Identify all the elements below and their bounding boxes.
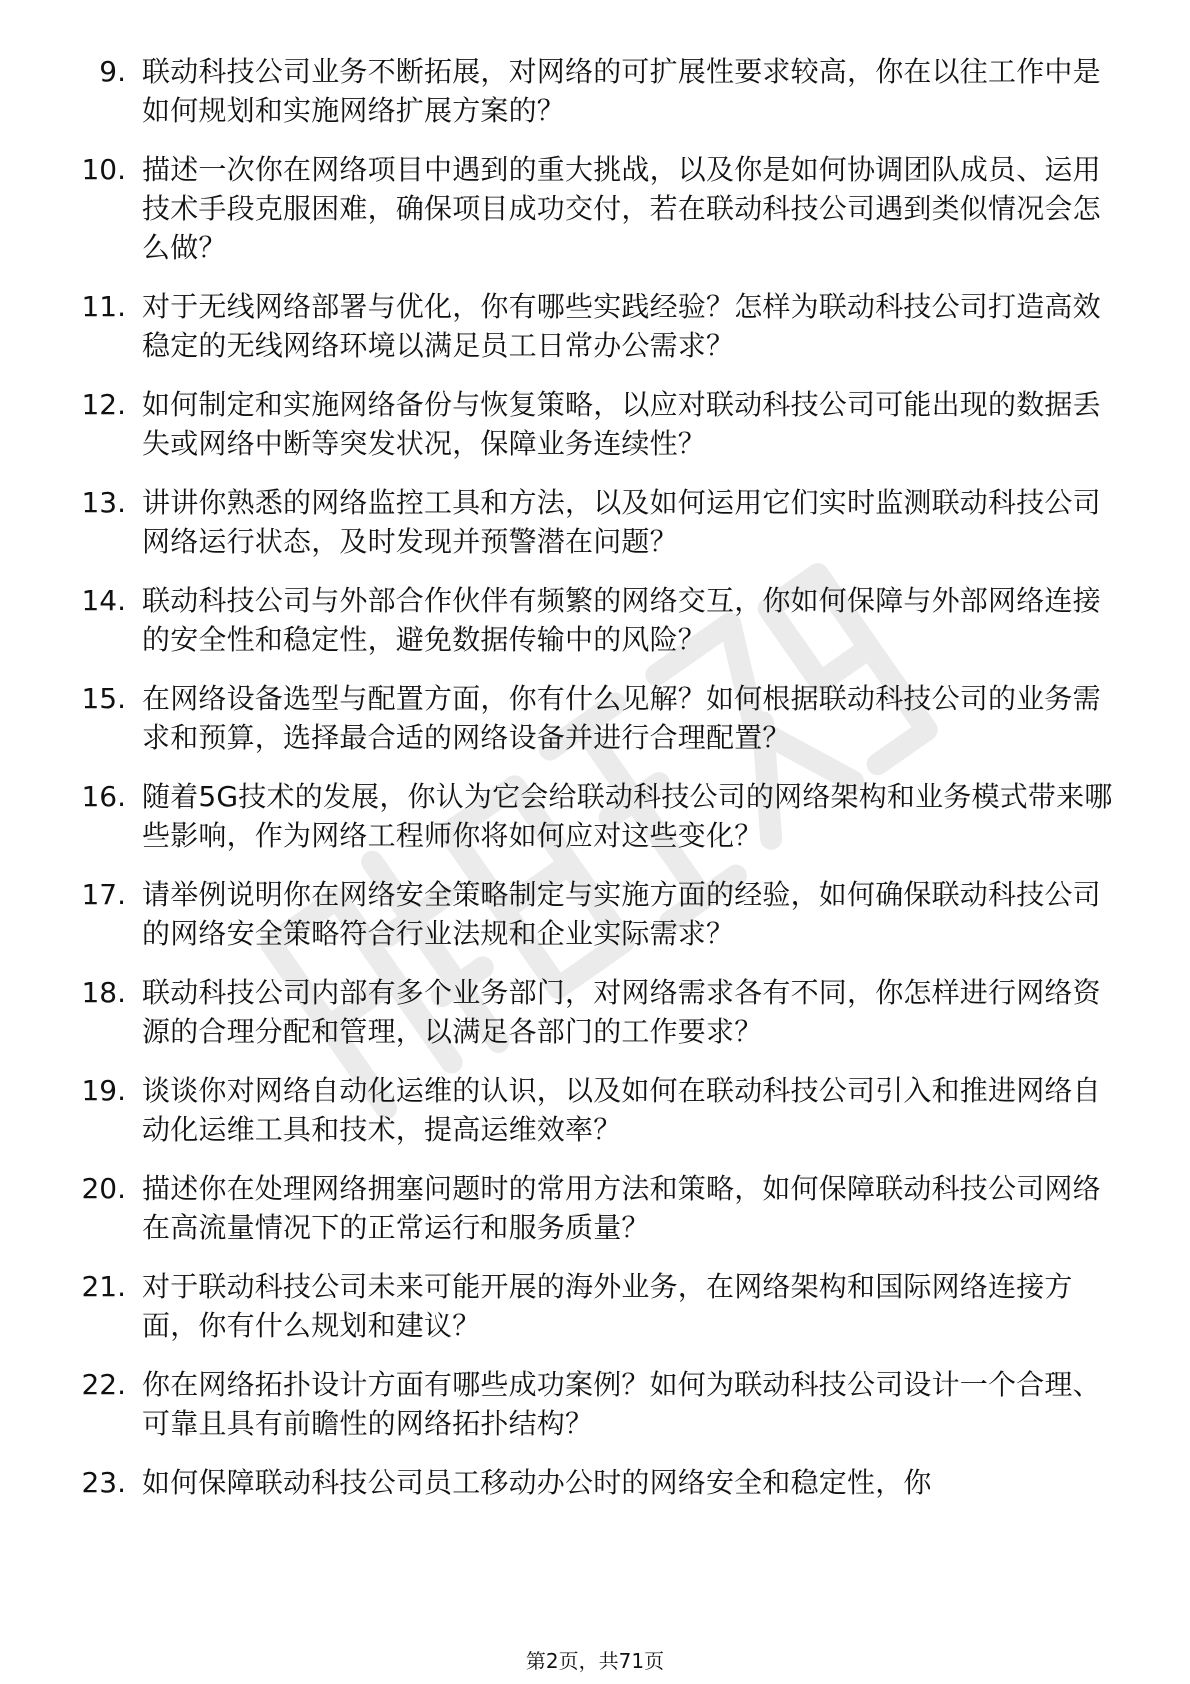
- question-item: [60, 1169, 1120, 1247]
- question-item: [60, 777, 1120, 855]
- question-number: 19.: [81, 1074, 126, 1107]
- question-number: 20.: [81, 1172, 126, 1205]
- page-footer: 第2页，共71页: [525, 1649, 665, 1673]
- question-number: 22.: [81, 1368, 126, 1401]
- question-item: [60, 1267, 1120, 1345]
- question-text: 联动科技公司与外部合作伙伴有频繁的网络交互，你如何保障与外部网络连接的安全性和稳定性，避免数据传输中的风险？: [142, 584, 1101, 656]
- question-text: 对于联动科技公司未来可能开展的海外业务，在网络架构和国际网络连接方面，你有什么规划和建议？: [142, 1270, 1073, 1342]
- question-text: 如何制定和实施网络备份与恢复策略，以应对联动科技公司可能出现的数据丢失或网络中断等突发状况，保障业务连续性？: [142, 388, 1101, 460]
- question-number: 9.: [99, 55, 126, 88]
- question-number: 13.: [81, 486, 126, 519]
- question-item: [60, 875, 1120, 953]
- question-item: [60, 973, 1120, 1051]
- question-number: 12.: [81, 388, 126, 421]
- question-text: 如何保障联动科技公司员工移动办公时的网络安全和稳定性，你: [142, 1466, 932, 1499]
- question-text: 对于无线网络部署与优化，你有哪些实践经验？怎样为联动科技公司打造高效稳定的无线网络环境以满足员工日常办公需求？: [142, 290, 1101, 362]
- question-number: 15.: [81, 682, 126, 715]
- question-number: 10.: [81, 153, 126, 186]
- question-text: 描述一次你在网络项目中遇到的重大挑战，以及你是如何协调团队成员、运用技术手段克服困难，确保项目成功交付，若在联动科技公司遇到类似情况会怎么做？: [142, 153, 1101, 264]
- question-item: [60, 150, 1120, 267]
- question-list: [60, 52, 1120, 1522]
- question-item: [60, 52, 1120, 130]
- question-item: [60, 581, 1120, 659]
- question-item: [60, 483, 1120, 561]
- question-item: [60, 679, 1120, 757]
- question-item: [60, 287, 1120, 365]
- question-number: 21.: [81, 1270, 126, 1303]
- question-text: 联动科技公司业务不断拓展，对网络的可扩展性要求较高，你在以往工作中是如何规划和实施网络扩展方案的？: [142, 55, 1101, 127]
- question-number: 17.: [81, 878, 126, 911]
- question-text: 讲讲你熟悉的网络监控工具和方法，以及如何运用它们实时监测联动科技公司网络运行状态，及时发现并预警潜在问题？: [142, 486, 1101, 558]
- question-item: [60, 1463, 1120, 1502]
- question-text: 谈谈你对网络自动化运维的认识，以及如何在联动科技公司引入和推进网络自动化运维工具和技术，提高运维效率？: [142, 1074, 1101, 1146]
- question-text: 在网络设备选型与配置方面，你有什么见解？如何根据联动科技公司的业务需求和预算，选择最合适的网络设备并进行合理配置？: [142, 682, 1101, 754]
- question-number: 16.: [81, 780, 126, 813]
- question-text: 联动科技公司内部有多个业务部门，对网络需求各有不同，你怎样进行网络资源的合理分配和管理，以满足各部门的工作要求？: [142, 976, 1101, 1048]
- question-text: 描述你在处理网络拥塞问题时的常用方法和策略，如何保障联动科技公司网络在高流量情况下的正常运行和服务质量？: [142, 1172, 1101, 1244]
- question-text: 你在网络拓扑设计方面有哪些成功案例？如何为联动科技公司设计一个合理、可靠且具有前瞻性的网络拓扑结构？: [142, 1368, 1101, 1440]
- question-number: 18.: [81, 976, 126, 1009]
- question-number: 23.: [81, 1466, 126, 1499]
- question-number: 14.: [81, 584, 126, 617]
- question-item: [60, 385, 1120, 463]
- question-item: [60, 1071, 1120, 1149]
- question-number: 11.: [81, 290, 126, 323]
- question-text: 请举例说明你在网络安全策略制定与实施方面的经验，如何确保联动科技公司的网络安全策略符合行业法规和企业实际需求？: [142, 878, 1101, 950]
- question-text: 随着5G技术的发展，你认为它会给联动科技公司的网络架构和业务模式带来哪些影响，作为网络工程师你将如何应对这些变化？: [142, 780, 1113, 852]
- question-item: [60, 1365, 1120, 1443]
